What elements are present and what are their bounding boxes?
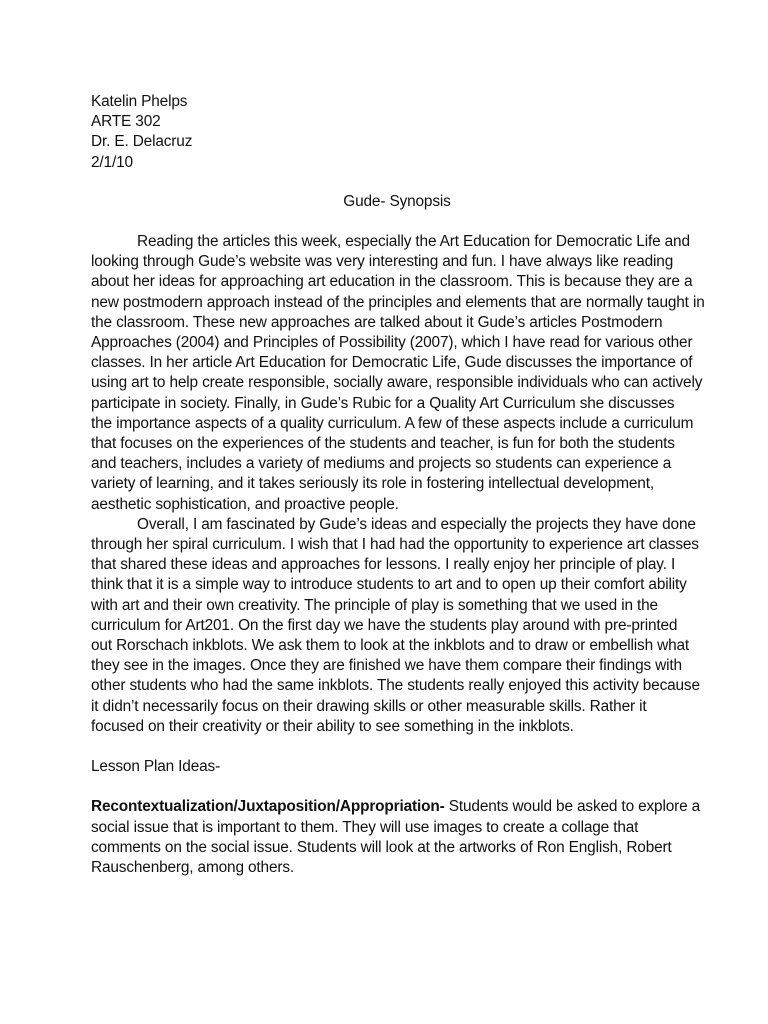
paragraph-line: variety of learning, and it takes seriously its role in fostering intellectual development, [91,475,654,493]
paragraph-line: curriculum for Art201. On the first day we have the students play around with pre-printed [91,616,678,634]
paragraph-line: out Rorschach inkblots. We ask them to look at the inkblots and to draw or embellish what [91,637,690,655]
paragraph-1 [91,232,705,515]
paragraph-line: looking through Gude’s website was very interesting and fun. I have always like reading [91,253,674,271]
document-date: 2/1/10 [91,153,133,171]
paragraph-line: using art to help create responsible, socially aware, responsible individuals who can actively [91,374,703,392]
lesson-plan-heading: Lesson Plan Ideas- [91,758,221,776]
course-code: ARTE 302 [91,113,161,131]
paragraph-line: through her spiral curriculum. I wish that I had had the opportunity to experience art classes [91,536,699,554]
paragraph-line: Reading the articles this week, especially the Art Education for Democratic Life and [137,233,690,251]
document-body [91,232,705,737]
paragraph-line: participate in society. Finally, in Gude’s Rubic for a Quality Art Curriculum she discusses [91,394,675,412]
lesson-first-line [91,797,701,817]
paragraph-2 [91,515,698,737]
paragraph-line: Approaches (2004) and Principles of Possibility (2007), which I have read for various other [91,334,693,352]
instructor-name: Dr. E. Delacruz [91,133,193,151]
paragraph-line: that focuses on the experiences of the students and teacher, is fun for both the students [91,435,675,453]
author-name: Katelin Phelps [91,93,188,110]
paragraph-line: new postmodern approach instead of the principles and elements that are normally taught in [91,293,705,311]
paragraph-line: with art and their own creativity. The principle of play is something that we used in the [91,596,658,614]
lesson-line: social issue that is important to them. They will use images to create a collage that [91,818,639,836]
paragraph-line: it didn’t necessarily focus on their drawing skills or other measurable skills. Rather it [91,697,647,715]
paragraph-line: focused on their creativity or their ability to see something in the inkblots. [91,717,574,735]
paragraph-line: about her ideas for approaching art education in the classroom. This is because they are a [91,273,693,291]
document-title: Gude- Synopsis [343,192,451,210]
lesson-description-start: Students would be asked to explore a [448,798,701,816]
paragraph-line: other students who had the same inkblots. The students really enjoyed this activity because [91,677,700,695]
lesson-line: comments on the social issue. Students will look at the artworks of Ron English, Robert [91,838,672,856]
document-header [91,92,698,173]
paragraph-line: aesthetic sophistication, and proactive people. [91,495,399,513]
paragraph-line: that shared these ideas and approaches for lessons. I really enjoy her principle of play. I [91,556,676,574]
paragraph-line: the importance aspects of a quality curriculum. A few of these aspects include a curriculum [91,414,694,432]
paragraph-line: the classroom. These new approaches are talked about it Gude’s articles Postmodern [91,313,663,331]
lesson-title: Recontextualization/Juxtaposition/Appropriation- [91,798,445,816]
paragraph-line: they see in the images. Once they are finished we have them compare their findings with [91,657,682,675]
lesson-line: Rauschenberg, among others. [91,858,294,876]
lesson-plan-item [91,797,701,878]
paragraph-line: Overall, I am fascinated by Gude’s ideas and especially the projects they have done [137,515,696,533]
paragraph-line: classes. In her article Art Education for Democratic Life, Gude discusses the importance of [91,354,693,372]
paragraph-line: and teachers, includes a variety of mediums and projects so students can experience a [91,455,672,473]
paragraph-line: think that it is a simple way to introduce students to art and to open up their comfort ability [91,576,687,594]
